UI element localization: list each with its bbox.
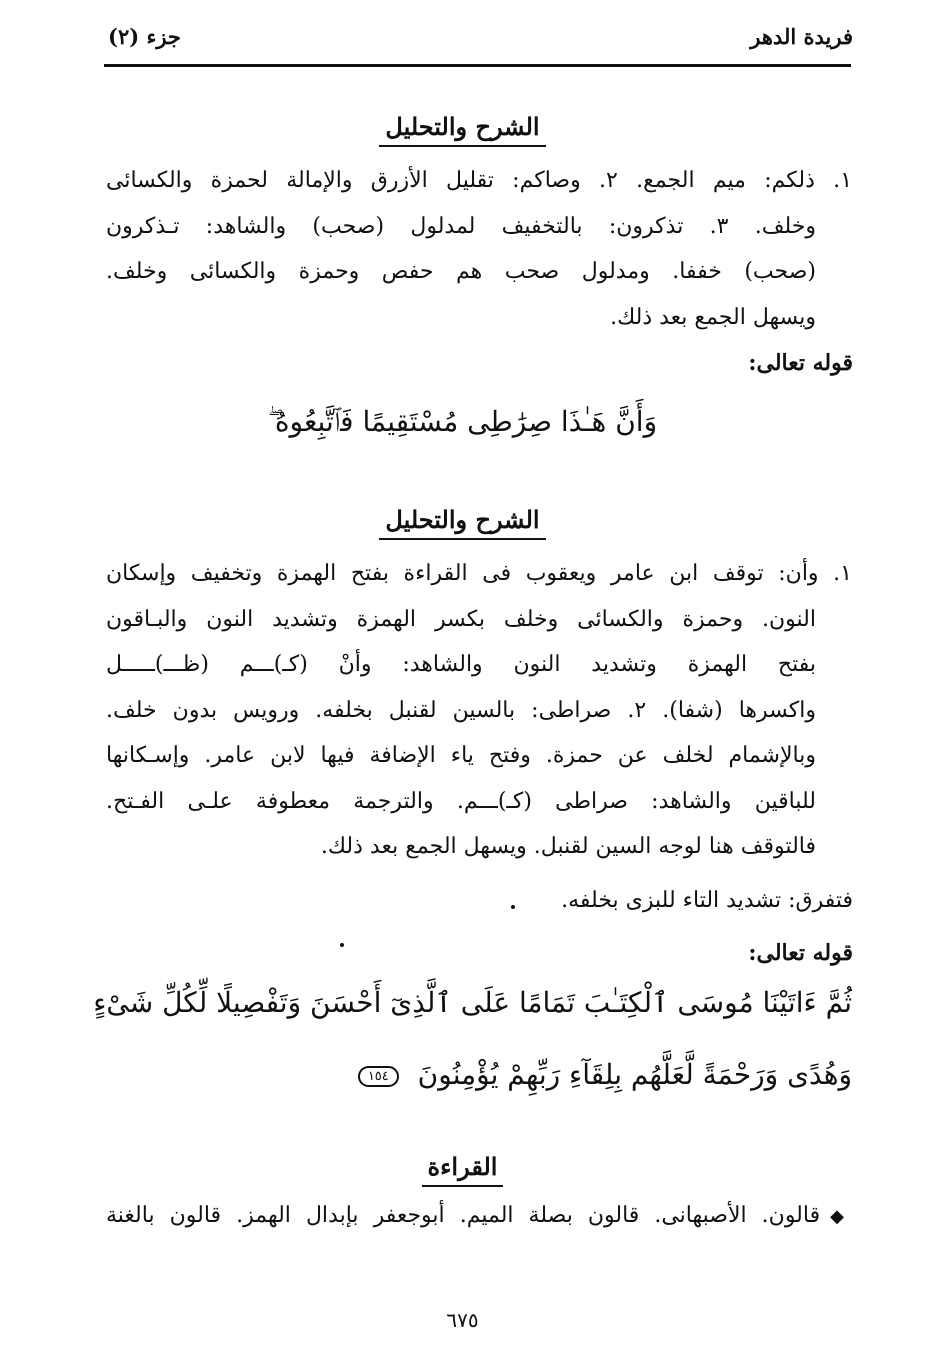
text-line: وبالإشمام لخلف عن حمزة. وفتح ياء الإضافة فيها لابن عامر. وإسـكانها [106, 743, 816, 768]
diamond-bullet-icon: ◆ [830, 1206, 852, 1227]
text-line: (صحب) خففا. ومدلول صحب هم حفص وحمزة والكسائى وخلف. [106, 259, 816, 284]
text-line: ١. ذلكم: ميم الجمع. ٢. وصاكم: تقليل الأزرق والإمالة لحمزة والكسائى [106, 168, 853, 193]
section-heading-3: القراءة [0, 1152, 925, 1187]
stray-dot [340, 943, 344, 947]
qawluhu-label-1: قوله تعالى: [748, 350, 853, 376]
text-line: ويسهل الجمع بعد ذلك. [610, 304, 816, 330]
section-heading-2: الشرح والتحليل [0, 505, 925, 540]
section-1-paragraph [106, 158, 852, 340]
text-line: النون. وحمزة والكسائى وخلف بكسر الهمزة وتشديد النون والبـاقون [106, 606, 816, 632]
header-rule [104, 64, 851, 67]
text-line: للباقين والشاهد: صراطى (كـ)ـــم. والترجمة معطوفة علـى الفـتح. [106, 788, 816, 814]
tafarraq-line: فتفرق: تشديد التاء للبزى بخلفه. [561, 888, 853, 913]
text-line: بفتح الهمزة وتشديد النون والشاهد: وأنْ (كـ)ـــم (ظـــ)ـــــل [106, 652, 816, 677]
qiraah-line: ◆قالون. الأصبهانى. قالون بصلة الميم. أبوجعفر بإبدال الهمز. قالون بالغنة [106, 1203, 852, 1228]
text-line: واكسرها (شفا). ٢. صراطى: بالسين لقنبل بخلفه. ورويس بدون خلف. [106, 697, 816, 723]
ayah-number-mark: ١٥٤ [358, 1066, 399, 1087]
qawluhu-label-2: قوله تعالى: [748, 940, 853, 966]
page-number: ٦٧٥ [446, 1308, 479, 1332]
quran-verse-1: وَأَنَّ هَـٰذَا صِرَٰطِى مُسْتَقِيمًا فَٱتَّبِعُوهُ ۖ [267, 405, 658, 438]
section-2-paragraph [106, 551, 852, 870]
book-title: فريدة الدهر [750, 24, 853, 49]
text-line: فالتوقف هنا لوجه السين لقنبل. ويسهل الجمع بعد ذلك. [320, 834, 816, 859]
quran-verse-2-line-2: وَهُدًى وَرَحْمَةً لَّعَلَّهُم بِلِقَآءِ رَبِّهِمْ يُؤْمِنُونَ ١٥٤ [106, 1058, 852, 1091]
text-line: ١. وأن: توقف ابن عامر ويعقوب فى القراءة بفتح الهمزة وتخفيف وإسكان [106, 561, 852, 586]
stray-dot [511, 905, 515, 909]
quran-verse-2-line-1: ثُمَّ ءَاتَيْنَا مُوسَى ٱلْكِتَـٰبَ تَمَامًا عَلَى ٱلَّذِىٓ أَحْسَنَ وَتَفْصِيلًا لِّكُلِّ شَىْءٍ [93, 986, 852, 1019]
text-line: وخلف. ٣. تذكرون: بالتخفيف لمدلول (صحب) والشاهد: تـذكرون [106, 213, 816, 239]
part-label: جزء (٢) [108, 24, 181, 49]
section-heading-1: الشرح والتحليل [0, 112, 925, 147]
